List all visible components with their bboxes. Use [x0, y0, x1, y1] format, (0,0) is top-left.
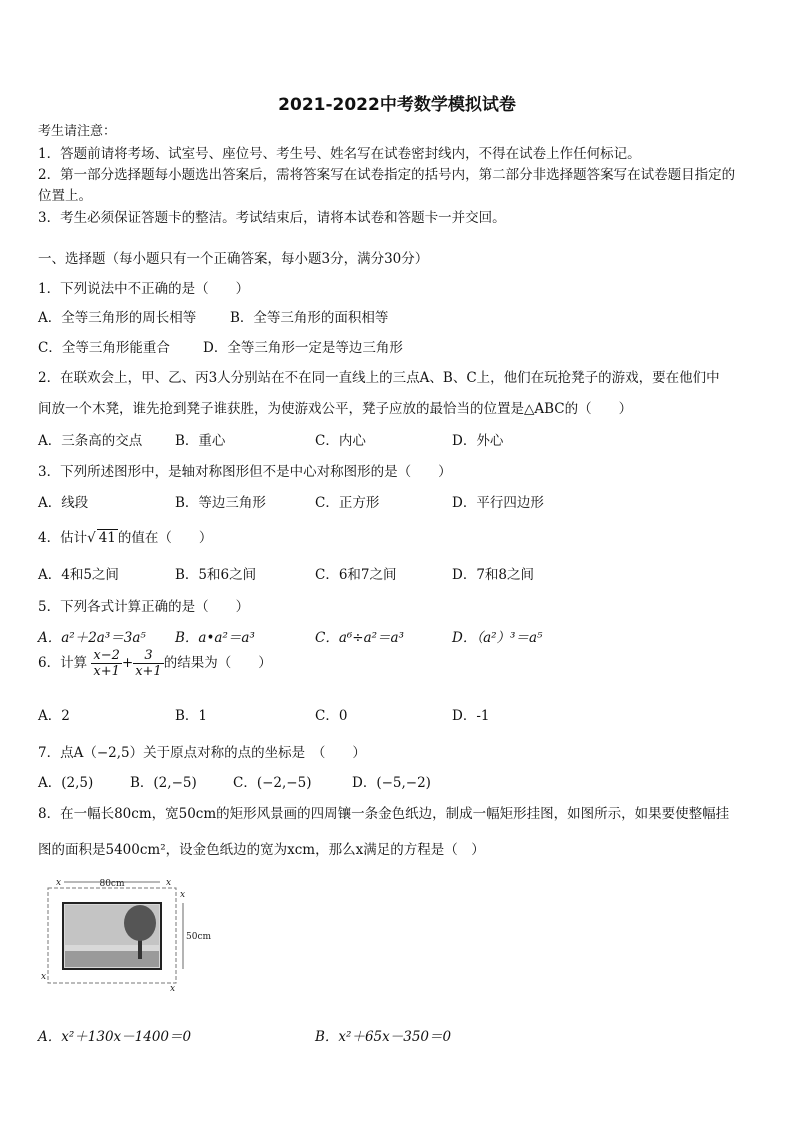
question-3-stem: 3．下列所述图形中，是轴对称图形但不是中心对称图形的是（ ） [38, 464, 452, 480]
q2-option-c: C．内心 [315, 433, 366, 449]
question-2-stem-line2: 间放一个木凳，谁先抢到凳子谁获胜，为使游戏公平，凳子应放的最恰当的位置是△ABC的（ ） [38, 401, 633, 417]
painting-ground [65, 951, 159, 967]
q8-option-b: B．x²＋65x－350＝0 [315, 1029, 452, 1045]
q3-option-d: D．平行四边形 [452, 495, 544, 511]
border-label-right-bottom: x [170, 984, 176, 994]
width-label: 80cm [99, 879, 125, 889]
q1-option-a: A．全等三角形的周长相等 [38, 310, 197, 326]
tree-canopy [124, 905, 156, 941]
q2-option-b: B．重心 [175, 433, 226, 449]
border-label-top-left: x [56, 878, 62, 888]
notice-item-2: 2．第一部分选择题每小题选出答案后，需将答案写在试卷指定的括号内，第二部分非选择题答案写在试卷题目指定的 [38, 167, 736, 183]
q4-stem-suffix: 的值在（ ） [117, 530, 213, 546]
q6-stem-prefix: 6．计算 [38, 655, 88, 671]
q6-option-d: D．-1 [452, 708, 490, 724]
border-label-right-top: x [180, 890, 186, 900]
q3-option-c: C．正方形 [315, 495, 380, 511]
q1-option-c: C．全等三角形能重合 [38, 340, 170, 356]
q6-option-b: B．1 [175, 708, 208, 724]
framed-picture-diagram [38, 875, 228, 1000]
fraction-2 [133, 648, 164, 679]
fraction-2-denominator: x+1 [135, 664, 162, 679]
q7-option-b: B．(2,−5) [130, 775, 197, 791]
q7-option-d: D．(−5,−2) [352, 775, 431, 791]
q3-option-b: B．等边三角形 [175, 495, 266, 511]
q4-option-d: D．7和8之间 [452, 567, 535, 583]
border-label-top-right: x [166, 878, 172, 888]
q2-option-a: A．三条高的交点 [38, 433, 143, 449]
q8-option-a: A．x²＋130x－1400＝0 [38, 1029, 192, 1045]
q4-option-c: C．6和7之间 [315, 567, 397, 583]
q4-stem-prefix: 4．估计 [38, 530, 88, 546]
question-6-stem [38, 648, 272, 679]
q6-stem-suffix: 的结果为（ ） [163, 655, 272, 671]
plus-sign: + [121, 655, 134, 671]
fraction-2-numerator: 3 [133, 648, 164, 664]
q5-option-c: C．a⁶÷a²＝a³ [315, 630, 405, 646]
question-8-stem-line1: 8．在一幅长80cm，宽50cm的矩形风景画的四周镶一条金色纸边，制成一幅矩形挂图，如图所示，如果要使整幅挂 [38, 806, 730, 822]
fraction-1-numerator: x−2 [93, 648, 120, 663]
q5-option-b: B．a•a²＝a³ [175, 630, 255, 646]
q5-option-a: A．a²＋2a³＝3a⁵ [38, 630, 146, 646]
q7-option-a: A．(2,5) [38, 775, 94, 791]
section-heading: 一、选择题（每小题只有一个正确答案，每小题3分，满分30分） [38, 251, 429, 267]
question-8-stem-line2: 图的面积是5400cm²，设金色纸边的宽为xcm，那么x满足的方程是（ ） [38, 842, 485, 858]
q4-radicand: 41 [98, 530, 116, 546]
q4-option-b: B．5和6之间 [175, 567, 257, 583]
page-title: 2021-2022中考数学模拟试卷 [278, 95, 516, 115]
q1-option-b: B．全等三角形的面积相等 [230, 310, 389, 326]
q6-option-c: C．0 [315, 708, 348, 724]
question-1-stem: 1．下列说法中不正确的是（ ） [38, 281, 250, 297]
notice-heading: 考生请注意： [38, 124, 117, 139]
height-label: 50cm [186, 932, 212, 942]
q5-option-d: D．（a²）³＝a⁵ [452, 630, 543, 646]
sqrt-sign: √ [87, 530, 96, 546]
question-7-stem: 7．点A（−2,5）关于原点对称的点的坐标是 （ ） [38, 745, 366, 761]
q2-option-d: D．外心 [452, 433, 504, 449]
question-5-stem: 5．下列各式计算正确的是（ ） [38, 599, 250, 615]
notice-item-1: 1．答题前请将考场、试室号、座位号、考生号、姓名写在试卷密封线内，不得在试卷上作任何标记。 [38, 146, 641, 162]
question-4-stem [38, 526, 212, 546]
q1-option-d: D．全等三角形一定是等边三角形 [203, 340, 403, 356]
notice-item-2-cont: 位置上。 [38, 188, 92, 204]
q3-option-a: A．线段 [38, 495, 89, 511]
q4-option-a: A．4和5之间 [38, 567, 119, 583]
notice-item-3: 3．考生必须保证答题卡的整洁。考试结束后，请将本试卷和答题卡一并交回。 [38, 210, 506, 226]
question-2-stem-line1: 2．在联欢会上，甲、乙、丙3人分别站在不在同一直线上的三点A、B、C上，他们在玩抢凳子的游戏，要在他们中 [38, 370, 720, 386]
border-label-bottom-left: x [41, 972, 47, 982]
fraction-1 [91, 648, 122, 679]
q7-option-c: C．(−2,−5) [233, 775, 312, 791]
fraction-1-denominator: x+1 [93, 664, 120, 679]
q6-option-a: A．2 [38, 708, 70, 724]
